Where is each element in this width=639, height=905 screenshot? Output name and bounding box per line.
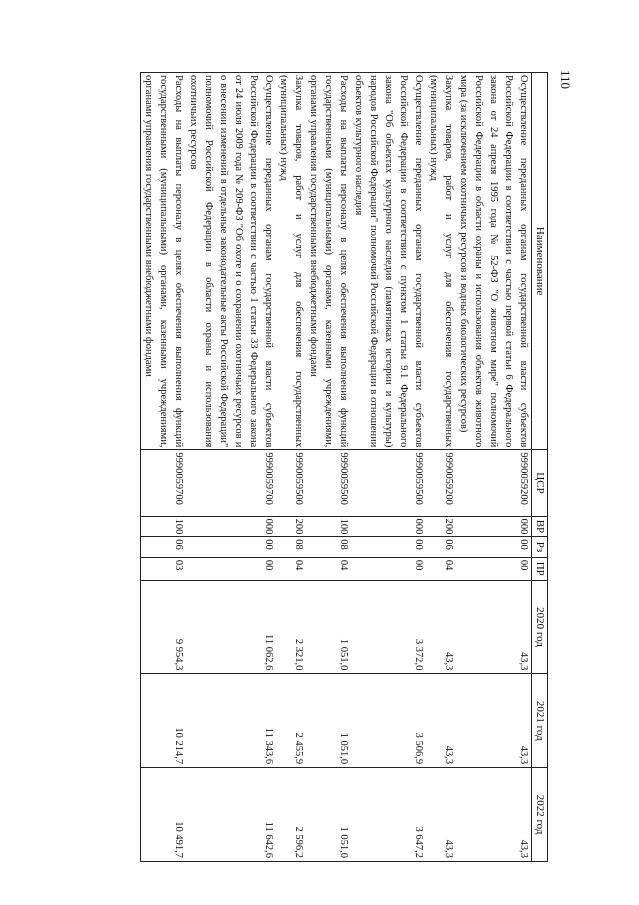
row-2020: 1 051,0 — [306, 580, 351, 674]
row-2022: 2 596,2 — [276, 768, 306, 862]
row-name: Осуществление переданных органам государственной власти субъектов Российской Федерации в соответствии с частью 1 статьи 33 Федерального закона от 24 июля 2009 года № 209-ФЗ "Об охоте и о сохранении охотничьих ресурсов и о внесении изменений в отдельные законодательные акты Российской Федерации" полномочий Российской Федерации в области охраны и использования охотничьих ресурсов — [186, 73, 276, 450]
row-2020: 43,3 — [426, 580, 456, 674]
row-2022: 43,3 — [426, 768, 456, 862]
budget-table-rotated — [58, 72, 548, 862]
row-rz: 08 — [306, 537, 351, 558]
row-rz: 08 — [276, 537, 306, 558]
row-2020: 9 954,3 — [141, 580, 187, 674]
row-pr: 04 — [426, 557, 456, 580]
header-pr: ПР — [532, 557, 548, 580]
row-csr: 9990059500 — [306, 450, 351, 516]
row-2020: 11 062,6 — [186, 580, 276, 674]
row-pr: 04 — [276, 557, 306, 580]
table-row — [351, 73, 426, 862]
table-row — [141, 73, 187, 862]
row-vr: 100 — [141, 516, 187, 537]
header-2022: 2022 год — [532, 768, 548, 862]
row-pr: 00 — [351, 557, 426, 580]
row-rz: 00 — [186, 537, 276, 558]
row-2020: 2 321,0 — [276, 580, 306, 674]
row-vr: 000 — [351, 516, 426, 537]
table-row — [276, 73, 306, 862]
header-vr: ВР — [532, 516, 548, 537]
row-2021: 3 506,9 — [351, 674, 426, 768]
row-name: Расходы на выплаты персоналу в целях обеспечения выполнения функций государственными (муниципальными) органами, казенными учреждениями, органами управления государственными внебюджетными фондами — [306, 73, 351, 450]
header-rz: Рз — [532, 537, 548, 558]
header-csr: ЦСР — [532, 450, 548, 516]
row-2022: 10 491,7 — [141, 768, 187, 862]
row-2020: 3 372,0 — [351, 580, 426, 674]
row-vr: 100 — [306, 516, 351, 537]
row-rz: 06 — [426, 537, 456, 558]
table-row — [306, 73, 351, 862]
row-pr: 03 — [141, 557, 187, 580]
header-2021: 2021 год — [532, 674, 548, 768]
table-row — [456, 73, 532, 862]
row-2021: 10 214,7 — [141, 674, 187, 768]
row-vr: 000 — [456, 516, 532, 537]
row-name: Осуществление переданных органам государственной власти субъектов Российской Федерации в соответствии с частью первой статьи 6 Федерального закона от 24 апреля 1995 года № 52-ФЗ "О животном мире" полномочий Российской Федерации в области охраны и использования объектов животного мира (за исключением охотничьих ресурсов и водных биологических ресурсов) — [456, 73, 532, 450]
row-2020: 43,3 — [456, 580, 532, 674]
row-rz: 06 — [141, 537, 187, 558]
row-pr: 04 — [306, 557, 351, 580]
row-pr: 00 — [186, 557, 276, 580]
row-2021: 43,3 — [456, 674, 532, 768]
row-2022: 1 051,0 — [306, 768, 351, 862]
row-csr: 9990059200 — [426, 450, 456, 516]
budget-table — [140, 72, 548, 862]
row-2022: 3 647,2 — [351, 768, 426, 862]
row-vr: 200 — [276, 516, 306, 537]
row-csr: 9990059200 — [456, 450, 532, 516]
row-name: Закупка товаров, работ и услуг для обеспечения государственных (муниципальных) нужд — [276, 73, 306, 450]
row-2022: 11 642,6 — [186, 768, 276, 862]
row-rz: 00 — [456, 537, 532, 558]
row-vr: 000 — [186, 516, 276, 537]
table-row — [186, 73, 276, 862]
table-header-row — [532, 73, 548, 862]
row-csr: 9990059700 — [141, 450, 187, 516]
header-2020: 2020 год — [532, 580, 548, 674]
row-2021: 43,3 — [426, 674, 456, 768]
row-vr: 200 — [426, 516, 456, 537]
row-csr: 9990059500 — [351, 450, 426, 516]
row-pr: 00 — [456, 557, 532, 580]
row-2022: 43,3 — [456, 768, 532, 862]
row-2021: 2 455,9 — [276, 674, 306, 768]
row-csr: 9990059500 — [276, 450, 306, 516]
row-csr: 9990059700 — [186, 450, 276, 516]
row-rz: 00 — [351, 537, 426, 558]
page-number: 110 — [558, 70, 573, 90]
row-name: Расходы на выплаты персоналу в целях обеспечения выполнения функций государственными (муниципальными) органами, казенными учреждениями, органами управления государственными внебюджетными фондами — [141, 73, 187, 450]
row-2021: 11 343,6 — [186, 674, 276, 768]
row-2021: 1 051,0 — [306, 674, 351, 768]
header-name: Наименование — [532, 73, 548, 450]
row-name: Осуществление переданных органам государственной власти субъектов Российской Федерации в соответствии с пунктом 1 статьи 9.1 Федерального закона "Об объектах культурного наследия (памятниках истории и культуры) народов Российской Федерации" полномочий Российской Федерации в отношении объектов культурного наследия — [351, 73, 426, 450]
row-name: Закупка товаров, работ и услуг для обеспечения государственных (муниципальных) нужд — [426, 73, 456, 450]
table-row — [426, 73, 456, 862]
